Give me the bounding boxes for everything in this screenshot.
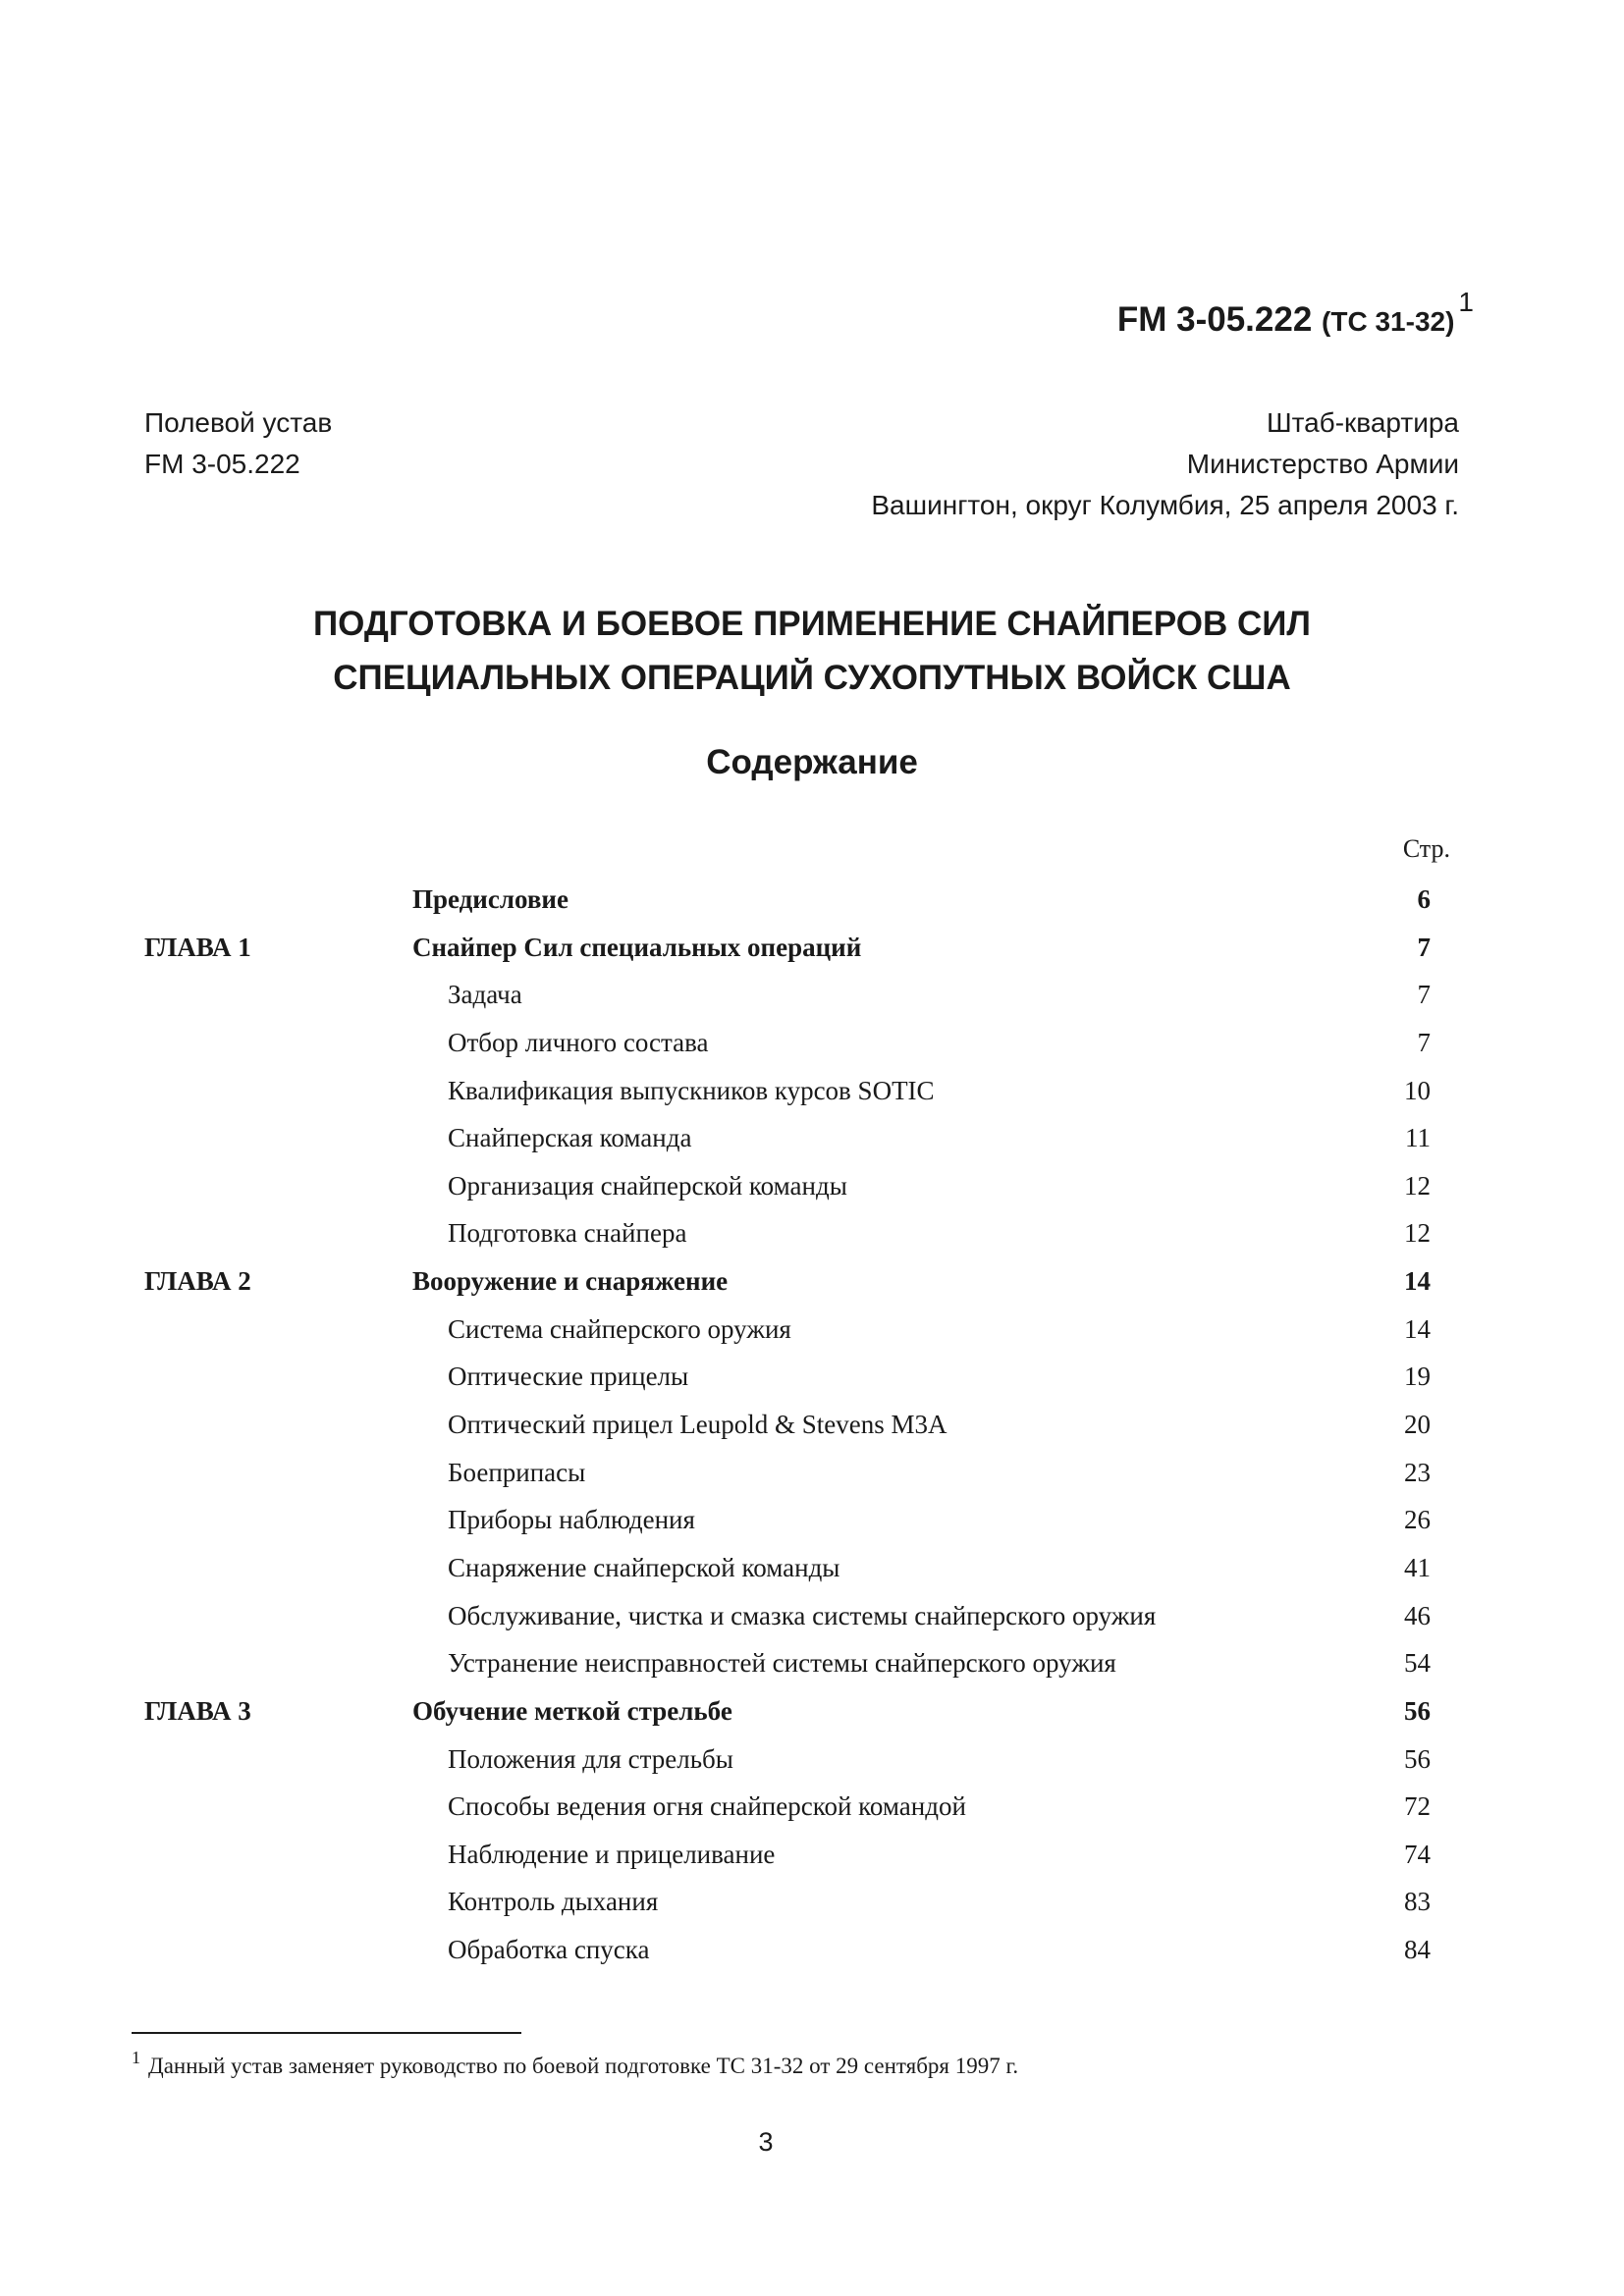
toc-entry-title: Наблюдение и прицеливание <box>448 1839 776 1869</box>
toc-entry-title: Организация снайперской команды <box>448 1170 847 1201</box>
toc-entry-page: 56 <box>1404 1695 1431 1726</box>
toc-entry-title: Обучение меткой стрельбе <box>412 1695 732 1726</box>
toc-entry[interactable] <box>0 1832 1624 1880</box>
toc-entry-title: Отбор личного состава <box>448 1027 709 1057</box>
header-left-line: Полевой устав <box>144 407 333 438</box>
toc-entry-title: Боеприпасы <box>448 1457 586 1487</box>
toc-entry-title: Система снайперского оружия <box>448 1313 791 1344</box>
toc-entry-page: 12 <box>1404 1218 1431 1249</box>
toc-entry-title: Квалификация выпускников курсов SOTIC <box>448 1075 935 1105</box>
toc-entry[interactable] <box>0 1307 1624 1355</box>
toc-chapter-label: ГЛАВА 2 <box>144 1266 251 1297</box>
toc-entry-page: 56 <box>1404 1743 1431 1774</box>
toc-entry[interactable] <box>0 1593 1624 1641</box>
toc-entry-page: 7 <box>1417 980 1431 1010</box>
toc-entry-title: Обработка спуска <box>448 1935 650 1965</box>
header-right-line: Министерство Армии <box>1186 449 1459 479</box>
header-left-line: FM 3-05.222 <box>144 449 300 479</box>
toc-entry-title: Положения для стрельбы <box>448 1743 733 1774</box>
toc-entry-page: 7 <box>1417 932 1431 962</box>
toc-entry[interactable] <box>0 1258 1624 1307</box>
page-number: 3 <box>758 2127 774 2157</box>
toc-entry[interactable] <box>0 972 1624 1020</box>
toc-chapter-label: ГЛАВА 3 <box>144 1695 251 1726</box>
toc-entry[interactable] <box>0 925 1624 973</box>
toc-entry[interactable] <box>0 1402 1624 1450</box>
header-left <box>144 402 332 485</box>
toc-entry-title: Способы ведения огня снайперской командой <box>448 1791 966 1822</box>
toc-entry-page: 6 <box>1417 884 1431 914</box>
toc-entry-page: 26 <box>1404 1505 1431 1535</box>
toc-entry[interactable] <box>0 1784 1624 1832</box>
toc-entry[interactable] <box>0 1068 1624 1116</box>
toc-entry-page: 20 <box>1404 1410 1431 1440</box>
toc-entry-page: 23 <box>1404 1457 1431 1487</box>
toc-entry[interactable] <box>0 1688 1624 1736</box>
table-of-contents <box>0 877 1624 1975</box>
toc-entry-page: 84 <box>1404 1935 1431 1965</box>
toc-entry[interactable] <box>0 1545 1624 1593</box>
doc-id-footnote-mark: 1 <box>1458 287 1474 317</box>
toc-entry-title: Обслуживание, чистка и смазка системы снайперского оружия <box>448 1600 1157 1630</box>
toc-entry-title: Предисловие <box>412 884 568 914</box>
toc-entry[interactable] <box>0 1450 1624 1498</box>
toc-entry-page: 46 <box>1404 1600 1431 1630</box>
toc-entry[interactable] <box>0 1163 1624 1211</box>
contents-heading: Содержание <box>706 743 918 781</box>
toc-entry-title: Задача <box>448 980 522 1010</box>
toc-entry-title: Оптические прицелы <box>448 1362 689 1392</box>
toc-entry-page: 12 <box>1404 1170 1431 1201</box>
toc-entry-title: Подготовка снайпера <box>448 1218 687 1249</box>
toc-entry-title: Вооружение и снаряжение <box>412 1266 729 1297</box>
header-right-line: Вашингтон, округ Колумбия, 25 апреля 2003 г. <box>871 490 1459 520</box>
doc-id-supersedes: (TC 31-32) <box>1322 306 1455 337</box>
toc-entry-page: 54 <box>1404 1648 1431 1679</box>
toc-entry-page: 72 <box>1404 1791 1431 1822</box>
toc-entry-title: Контроль дыхания <box>448 1887 659 1917</box>
toc-entry[interactable] <box>0 1736 1624 1785</box>
toc-entry-title: Устранение неисправностей системы снайперского оружия <box>448 1648 1116 1679</box>
toc-entry-title: Снайпер Сил специальных операций <box>412 932 862 962</box>
page-column-label: Стр. <box>1402 834 1450 863</box>
toc-entry-page: 41 <box>1404 1552 1431 1582</box>
toc-entry-page: 10 <box>1404 1075 1431 1105</box>
toc-entry-title: Приборы наблюдения <box>448 1505 695 1535</box>
toc-entry[interactable] <box>0 1210 1624 1258</box>
footnote-mark: 1 <box>132 2048 140 2067</box>
toc-entry-title: Оптический прицел Leupold & Stevens M3A <box>448 1410 947 1440</box>
toc-entry-page: 7 <box>1417 1027 1431 1057</box>
toc-entry[interactable] <box>0 1497 1624 1545</box>
footnote-text: Данный устав заменяет руководство по боевой подготовке ТС 31-32 от 29 сентября 1997 г. <box>148 2054 1019 2078</box>
document-id <box>1116 287 1474 340</box>
toc-entry[interactable] <box>0 1927 1624 1975</box>
toc-entry[interactable] <box>0 1879 1624 1927</box>
toc-entry-page: 11 <box>1405 1123 1431 1153</box>
toc-entry[interactable] <box>0 1354 1624 1402</box>
toc-entry-page: 74 <box>1404 1839 1431 1869</box>
toc-entry[interactable] <box>0 1640 1624 1688</box>
doc-id-main: FM 3-05.222 <box>1116 300 1313 339</box>
toc-entry[interactable] <box>0 1020 1624 1068</box>
toc-entry-page: 14 <box>1404 1313 1431 1344</box>
header-right-line: Штаб-квартира <box>1266 407 1459 438</box>
footnote-divider <box>132 2032 521 2034</box>
header-right <box>871 402 1459 526</box>
document-title <box>0 597 1624 705</box>
title-line: ПОДГОТОВКА И БОЕВОЕ ПРИМЕНЕНИЕ СНАЙПЕРОВ СИЛ <box>313 605 1311 643</box>
title-line: СПЕЦИАЛЬНЫХ ОПЕРАЦИЙ СУХОПУТНЫХ ВОЙСК США <box>333 659 1291 697</box>
toc-entry-page: 14 <box>1404 1266 1431 1297</box>
toc-entry[interactable] <box>0 877 1624 925</box>
footnote <box>132 2048 1019 2079</box>
toc-entry-title: Снайперская команда <box>448 1123 692 1153</box>
toc-entry-page: 83 <box>1404 1887 1431 1917</box>
toc-chapter-label: ГЛАВА 1 <box>144 932 251 962</box>
toc-entry[interactable] <box>0 1115 1624 1163</box>
toc-entry-title: Снаряжение снайперской команды <box>448 1552 840 1582</box>
toc-entry-page: 19 <box>1404 1362 1431 1392</box>
